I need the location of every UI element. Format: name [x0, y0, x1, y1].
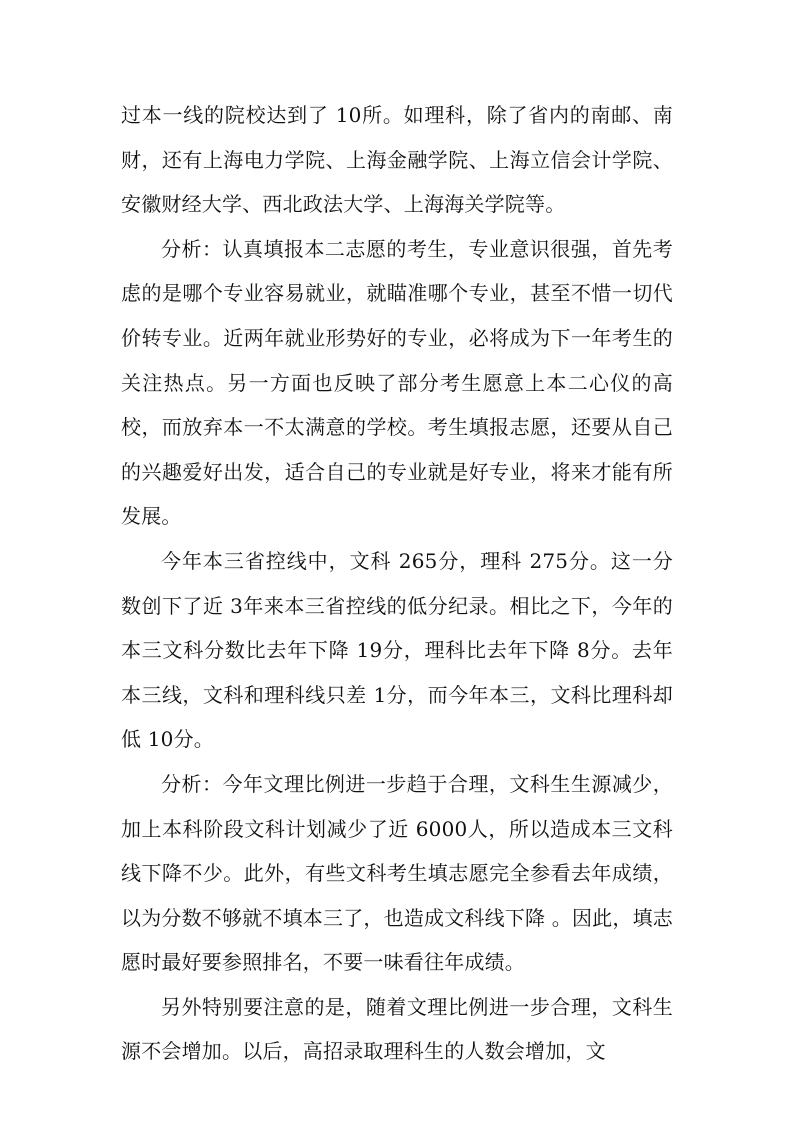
body-text — [121, 93, 673, 1074]
paragraph-continued: 过本一线的院校达到了 10所。如理科，除了省内的南邮、南财，还有上海电力学院、上海金融学院、上海立信会计学院、安徽财经大学、西北政法大学、上海海关学院等。 — [121, 103, 673, 217]
paragraph-analysis-2: 分析：今年文理比例进一步趋于合理，文科生生源减少，加上本科阶段文科计划减少了近 6000人，所以造成本三文科线下降不少。此外，有些文科考生填志愿完全参看去年成绩，以为分数不够就不填本三了，也造成文科线下降 。因此，填志愿时最好要参照排名，不要一味看往年成绩。 — [121, 771, 673, 975]
paragraph-analysis-1: 分析：认真填报本二志愿的考生，专业意识很强，首先考虑的是哪个专业容易就业，就瞄准哪个专业，甚至不惜一切代价转专业。近两年就业形势好的专业，必将成为下一年考生的关注热点。另一方面也反映了部分考生愿意上本二心仪的高校，而放弃本一不太满意的学校。考生填报志愿，还要从自己的兴趣爱好出发，适合自己的专业就是好专业，将来才能有所发展。 — [121, 236, 673, 529]
paragraph-note: 另外特别要注意的是，随着文理比例进一步合理，文科生源不会增加。以后，高招录取理科生的人数会增加，文 — [121, 994, 673, 1064]
paragraph-score-line: 今年本三省控线中，文科 265分，理科 275分。这一分数创下了近 3年来本三省控线的低分纪录。相比之下，今年的本三文科分数比去年下降 19分，理科比去年下降 8分。去年本三线，文科和理科线只差 1分，而今年本三，文科比理科却低 10分。 — [121, 548, 673, 752]
